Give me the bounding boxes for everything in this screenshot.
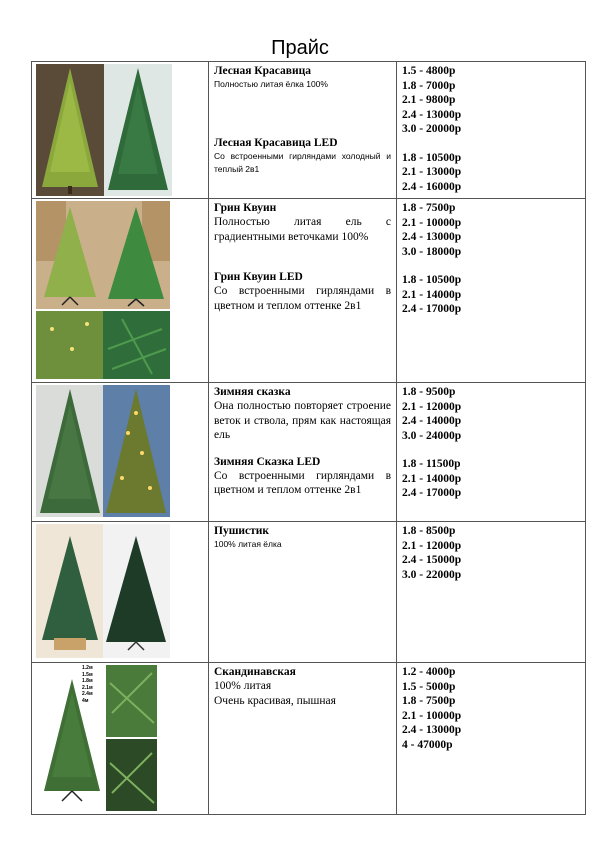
tree-photo xyxy=(32,199,208,382)
price-item: 2.4 - 15000р xyxy=(402,554,462,566)
size-label: 1.8м xyxy=(82,678,93,684)
table-row xyxy=(32,663,586,815)
product-photo-cell xyxy=(32,663,209,815)
price-list xyxy=(402,665,580,752)
price-item: 1.2 - 4000р xyxy=(402,666,456,678)
size-label: 2.1м xyxy=(82,684,93,691)
price-item: 2.1 - 14000р xyxy=(402,288,462,301)
price-item: 2.1 - 14000р xyxy=(402,472,462,485)
tree-photo xyxy=(32,663,208,814)
price-item: 3.0 - 22000р xyxy=(402,568,462,581)
price-item: 2.4 - 14000р xyxy=(402,415,462,427)
product-description-cell xyxy=(209,522,397,663)
price-item: 2.1 - 12000р xyxy=(402,539,462,552)
price-list xyxy=(402,385,580,443)
price-cell xyxy=(397,522,586,663)
product-description: Со встроенными гирляндами холодный и теплый 2в1 xyxy=(214,151,391,174)
page-title: Прайс xyxy=(271,37,329,59)
price-item: 3.0 - 24000р xyxy=(402,429,462,442)
product-photo-cell xyxy=(32,62,209,199)
table-row xyxy=(32,522,586,663)
price-cell xyxy=(397,663,586,815)
product-photo-cell xyxy=(32,199,209,383)
table-row xyxy=(32,62,586,199)
price-table xyxy=(31,61,586,815)
price-item: 2.4 - 16000р xyxy=(402,180,462,193)
size-label: 2.4м xyxy=(82,691,93,697)
table-row xyxy=(32,383,586,522)
price-list xyxy=(402,64,580,137)
price-item: 3.0 - 20000р xyxy=(402,123,462,135)
product-description-cell xyxy=(209,199,397,383)
product-description-cell xyxy=(209,383,397,522)
product-name: Лесная Красавица xyxy=(214,65,312,77)
product-description-cell xyxy=(209,663,397,815)
product-name: Зимняя Сказка LED xyxy=(214,455,321,468)
price-item: 1.5 - 5000р xyxy=(402,680,456,693)
price-item: 1.8 - 8500р xyxy=(402,525,456,537)
price-list xyxy=(402,273,580,317)
tree-photo xyxy=(32,62,208,198)
product-description: Полностью литая ель с градиентными веточками 100% xyxy=(214,216,391,243)
price-item: 2.1 - 9800р xyxy=(402,94,456,106)
product-description: Полностью литая ёлка 100% xyxy=(214,79,328,89)
product-description: 100% литая ёлка xyxy=(214,539,282,549)
price-item: 2.4 - 17000р xyxy=(402,303,462,315)
product-name: Грин Квуин LED xyxy=(214,271,303,283)
price-item: 1.5 - 4800р xyxy=(402,65,456,77)
product-name: Лесная Красавица LED xyxy=(214,137,338,149)
table-row xyxy=(32,199,586,383)
price-cell xyxy=(397,383,586,522)
price-item: 4 - 47000р xyxy=(402,738,453,751)
price-item: 2.4 - 13000р xyxy=(402,108,462,121)
product-description: Со встроенными гирляндами в цветном и теплом оттенке 2в1 xyxy=(214,285,391,312)
product-description-cell xyxy=(209,62,397,199)
price-item: 2.4 - 13000р xyxy=(402,724,462,736)
price-item: 2.1 - 13000р xyxy=(402,166,462,178)
size-label: 1.2м xyxy=(82,665,93,671)
price-item: 2.4 - 17000р xyxy=(402,487,462,499)
price-item: 2.1 - 12000р xyxy=(402,400,462,413)
price-item: 1.8 - 10500р xyxy=(402,151,462,164)
price-item: 1.8 - 9500р xyxy=(402,386,456,398)
price-item: 3.0 - 18000р xyxy=(402,245,462,258)
price-cell xyxy=(397,199,586,383)
size-label: 4м xyxy=(82,697,89,704)
product-description: 100% литая xyxy=(214,680,272,692)
price-list xyxy=(402,524,580,582)
product-name: Скандинавская xyxy=(214,666,296,678)
size-label: 1.5м xyxy=(82,671,93,678)
product-photo-cell xyxy=(32,383,209,522)
price-list xyxy=(402,201,580,259)
product-photo-cell xyxy=(32,522,209,663)
price-list xyxy=(402,151,580,195)
tree-photo xyxy=(32,522,208,662)
price-item: 1.8 - 7500р xyxy=(402,202,456,214)
price-item: 2.4 - 13000р xyxy=(402,231,462,243)
product-description: Со встроенными гирляндами в цветном и теплом оттенке 2в1 xyxy=(214,469,391,496)
price-list xyxy=(402,457,580,501)
size-legend xyxy=(82,665,93,704)
price-cell xyxy=(397,62,586,199)
price-item: 2.1 - 10000р xyxy=(402,709,462,722)
product-description: Очень красивая, пышная xyxy=(214,694,336,707)
price-item: 1.8 - 7000р xyxy=(402,79,456,92)
tree-photo xyxy=(32,383,208,521)
product-name: Грин Квуин xyxy=(214,202,277,214)
product-name: Зимняя сказка xyxy=(214,386,291,398)
product-name: Пушистик xyxy=(214,525,270,537)
price-item: 1.8 - 10500р xyxy=(402,274,462,286)
price-item: 1.8 - 7500р xyxy=(402,695,456,707)
price-item: 2.1 - 10000р xyxy=(402,216,462,229)
price-item: 1.8 - 11500р xyxy=(402,458,461,470)
product-description: Она полностью повторяет строение веток и ствола, прям как настоящая ель xyxy=(214,400,391,441)
